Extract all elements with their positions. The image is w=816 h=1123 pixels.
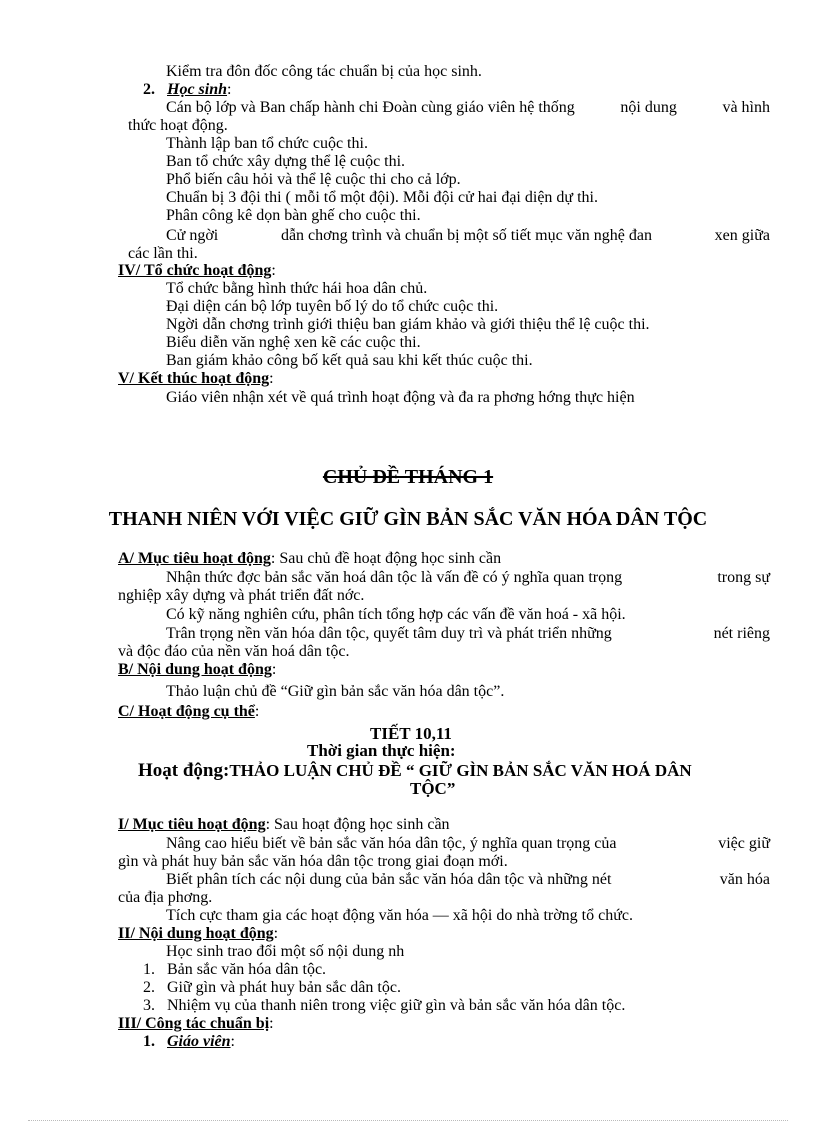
text-line: gìn và phát huy bản sắc văn hóa dân tộc trong giai đoạn mới. bbox=[118, 853, 508, 870]
section-heading: A/ Mục tiêu hoạt động: Sau chủ đề hoạt động học sinh cần bbox=[118, 550, 502, 567]
section-item: 1. Giáo viên: bbox=[143, 1033, 235, 1050]
text-line: Thành lập ban tổ chức cuộc thi. bbox=[166, 135, 368, 152]
text-line-justified: Cán bộ lớp và Ban chấp hành chi Đoàn cùng giáo viên hệ thống nội dung và hình bbox=[166, 99, 770, 116]
text-line: Giáo viên nhận xét về quá trình hoạt động và đa ra phơng hớng thực hiện bbox=[166, 389, 635, 406]
activity-title-cont: TỘC” bbox=[410, 779, 456, 798]
text-line: Có kỹ năng nghiên cứu, phân tích tổng hợp các vấn đề văn hoá - xã hội. bbox=[166, 606, 626, 623]
lesson-number: TIẾT 10,11 bbox=[370, 724, 452, 743]
topic-subtitle: THANH NIÊN VỚI VIỆC GIỮ GÌN BẢN SẮC VĂN HÓA DÂN TỘC bbox=[108, 508, 708, 530]
text-line: của địa phơng. bbox=[118, 889, 213, 906]
text-line: Ngời dẫn chơng trình giới thiệu ban giám khảo và giới thiệu thể lệ cuộc thi. bbox=[166, 316, 650, 333]
page-bottom-border bbox=[28, 1120, 788, 1121]
lesson-time: Thời gian thực hiện: bbox=[307, 741, 456, 760]
text-line: Tích cực tham gia các hoạt động văn hóa — xã hội do nhà trờng tổ chức. bbox=[166, 907, 633, 924]
activity-title: Hoạt động:THẢO LUẬN CHỦ ĐỀ “ GIỮ GÌN BẢN SẮC VĂN HOÁ DÂN bbox=[138, 760, 692, 781]
text-line: Phổ biến câu hỏi và thể lệ cuộc thi cho cả lớp. bbox=[166, 171, 461, 188]
text-line: Chuẩn bị 3 đội thi ( mỗi tổ một đội). Mỗi đội cử hai đại diện dự thi. bbox=[166, 189, 598, 206]
text-line: thức hoạt động. bbox=[128, 117, 228, 134]
text-line: nghiệp xây dựng và phát triển đất nớc. bbox=[118, 587, 365, 604]
list-item: 2. Giữ gìn và phát huy bản sắc dân tộc. bbox=[143, 979, 401, 996]
text-line: Học sinh trao đổi một số nội dung nh bbox=[166, 943, 405, 960]
text-line: các lần thi. bbox=[128, 245, 198, 262]
text-line: Kiểm tra đôn đốc công tác chuẩn bị của học sinh. bbox=[166, 63, 482, 80]
text-line: Ban tổ chức xây dựng thể lệ cuộc thi. bbox=[166, 153, 406, 170]
text-line-justified: Nhận thức đợc bản sắc văn hoá dân tộc là vấn đề có ý nghĩa quan trọng trong sự bbox=[166, 569, 770, 586]
text-line: Phân công kê dọn bàn ghế cho cuộc thi. bbox=[166, 207, 421, 224]
text-line: và độc đáo của nền văn hoá dân tộc. bbox=[118, 643, 350, 660]
text-line-justified: Trân trọng nền văn hóa dân tộc, quyết tâm duy trì và phát triển những nét riêng bbox=[166, 625, 770, 642]
text-line: Tổ chức bằng hình thức hái hoa dân chủ. bbox=[166, 280, 428, 297]
list-item: 1. Bản sắc văn hóa dân tộc. bbox=[143, 961, 327, 978]
text-line: Thảo luận chủ đề “Giữ gìn bản sắc văn hóa dân tộc”. bbox=[166, 683, 505, 700]
section-heading: V/ Kết thúc hoạt động: bbox=[118, 370, 274, 387]
section-heading: II/ Nội dung hoạt động: bbox=[118, 925, 279, 942]
section-heading: IV/ Tổ chức hoạt động: bbox=[118, 262, 276, 279]
text-line: Biểu diễn văn nghệ xen kẽ các cuộc thi. bbox=[166, 334, 421, 351]
section-item: 2. Học sinh: bbox=[143, 81, 232, 98]
text-line-justified: Cử ngời dẫn chơng trình và chuẩn bị một số tiết mục văn nghệ đan xen giữa bbox=[166, 227, 770, 244]
list-item: 3. Nhiệm vụ của thanh niên trong việc giữ gìn và bản sắc văn hóa dân tộc. bbox=[143, 997, 626, 1014]
text-line: Ban giám khảo công bố kết quả sau khi kết thúc cuộc thi. bbox=[166, 352, 533, 369]
text-line-justified: Nâng cao hiểu biết về bản sắc văn hóa dân tộc, ý nghĩa quan trọng của việc giữ bbox=[166, 835, 770, 852]
section-heading: III/ Công tác chuẩn bị: bbox=[118, 1015, 274, 1032]
section-heading: B/ Nội dung hoạt động: bbox=[118, 661, 277, 678]
text-line: Đại diện cán bộ lớp tuyên bố lý do tổ chức cuộc thi. bbox=[166, 298, 499, 315]
section-heading: I/ Mục tiêu hoạt động: Sau hoạt động học sinh cần bbox=[118, 816, 450, 833]
section-heading: C/ Hoạt động cụ thể: bbox=[118, 703, 260, 720]
text-line-justified: Biết phân tích các nội dung của bản sắc văn hóa dân tộc và những nét văn hóa bbox=[166, 871, 770, 888]
topic-title: CHỦ ĐỀ THÁNG 1 bbox=[322, 466, 494, 488]
